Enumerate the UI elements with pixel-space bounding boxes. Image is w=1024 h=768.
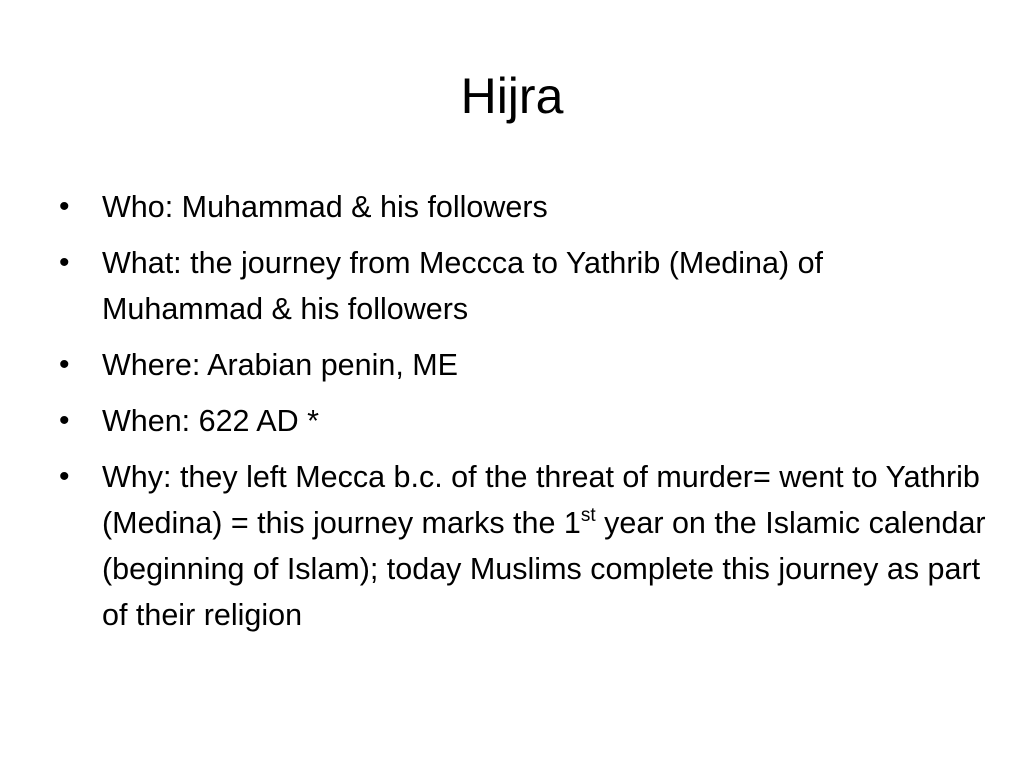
- bullet-text-why: [102, 460, 986, 632]
- why-text-before-sup: Why: they left Mecca b.c. of the threat of murder= went to Yathrib (Medina) = this journey marks the 1: [102, 460, 980, 540]
- bullet-dot-icon: •: [59, 404, 70, 437]
- bullet-text-what: What: the journey from Meccca to Yathrib (Medina) of Muhammad & his followers: [102, 246, 824, 326]
- bullet-item-what: [59, 240, 989, 332]
- slide-title: Hijra: [460, 68, 564, 124]
- bullet-text-when: When: 622 AD *: [102, 404, 320, 438]
- bullet-text-who: Who: Muhammad & his followers: [102, 190, 548, 224]
- why-text-after-sup: year on the Islamic calendar (beginning of Islam); today Muslims complete this journey as part of their religion: [102, 506, 986, 632]
- bullet-item-who: [59, 184, 989, 230]
- bullet-item-why: [59, 454, 989, 638]
- bullet-dot-icon: •: [59, 460, 70, 493]
- ordinal-superscript: st: [580, 505, 596, 526]
- bullet-dot-icon: •: [59, 190, 70, 223]
- bullet-text-where: Where: Arabian penin, ME: [102, 348, 459, 382]
- bullet-list: [59, 184, 989, 648]
- bullet-item-where: [59, 342, 989, 388]
- bullet-dot-icon: •: [59, 348, 70, 381]
- bullet-dot-icon: •: [59, 246, 70, 279]
- bullet-item-when: [59, 398, 989, 444]
